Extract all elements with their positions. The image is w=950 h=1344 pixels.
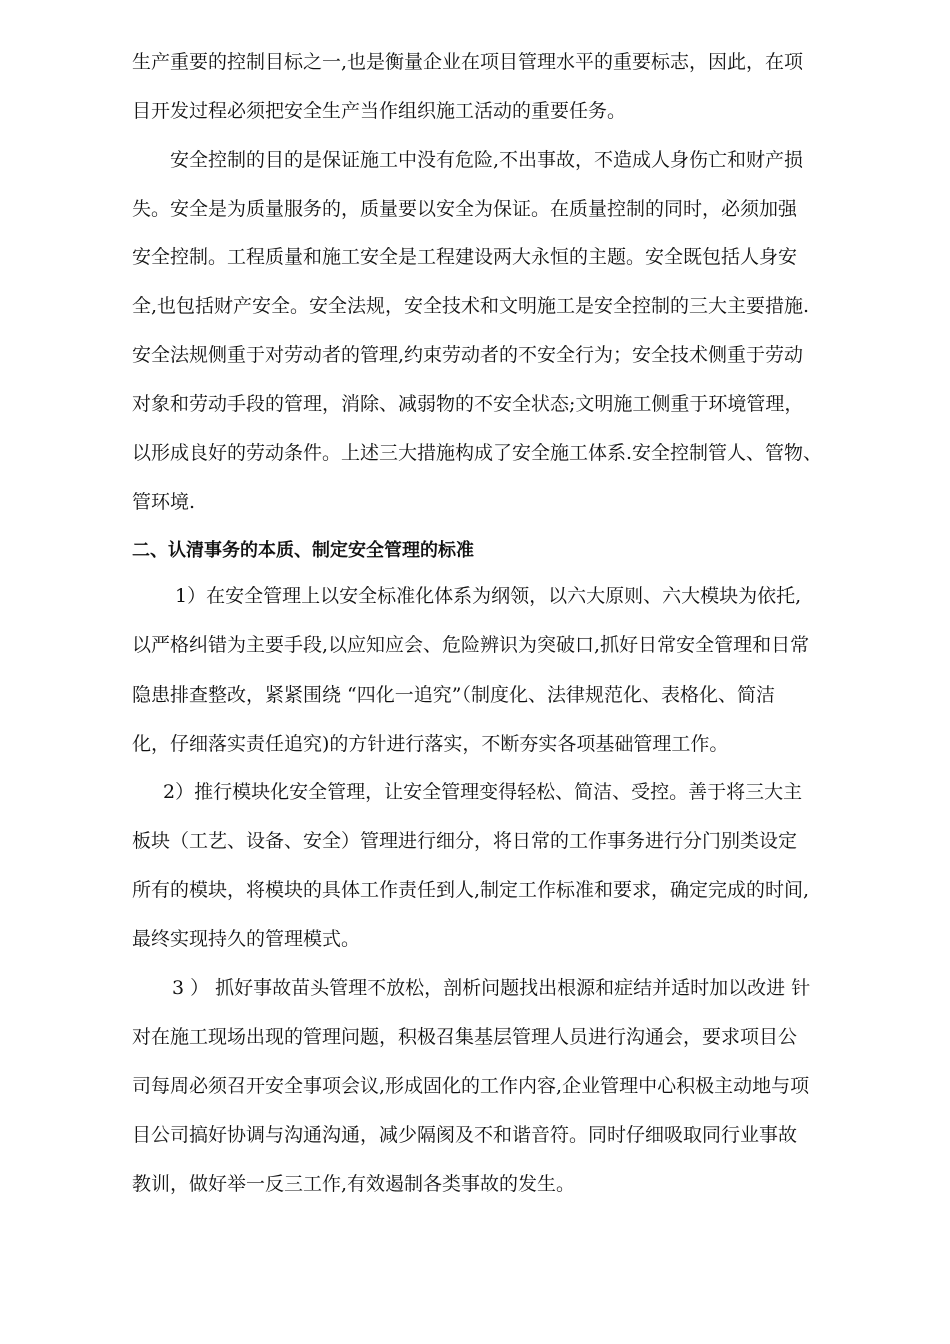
text-line: 对在施工现场出现的管理问题，积极召集基层管理人员进行沟通会，要求项目公: [132, 1026, 798, 1048]
text-line: 3 ） 抓好事故苗头管理不放松，剖析问题找出根源和症结并适时加以改进 针: [172, 977, 811, 999]
text-line: 2）推行模块化安全管理，让安全管理变得轻松、简洁、受控。善于将三大主: [163, 781, 803, 803]
text-line: 板块（工艺、设备、安全）管理进行细分，将日常的工作事务进行分门别类设定: [132, 830, 798, 852]
text-line: 对象和劳动手段的管理，消除、减弱物的不安全状态;文明施工侧重于环境管理，: [132, 393, 804, 415]
text-line: 目公司搞好协调与沟通沟通，减少隔阂及不和谐音符。同时仔细吸取同行业事故: [132, 1124, 798, 1146]
section-heading: 二、认清事务的本质、制定安全管理的标准: [132, 540, 474, 561]
text-line: 以严格纠错为主要手段,以应知应会、危险辨识为突破口,抓好日常安全管理和日常: [132, 634, 810, 656]
text-line: 司每周必须召开安全事项会议,形成固化的工作内容,企业管理中心积极主动地与项: [132, 1075, 810, 1097]
text-line: 全,也包括财产安全。安全法规，安全技术和文明施工是安全控制的三大主要措施.: [132, 295, 810, 317]
text-line: 化，仔细落实责任追究)的方针进行落实，不断夯实各项基础管理工作。: [132, 733, 729, 755]
text-line: 教训，做好举一反三工作,有效遏制各类事故的发生。: [132, 1173, 576, 1195]
text-line: 目开发过程必须把安全生产当作组织施工活动的重要任务。: [132, 100, 627, 122]
text-line: 安全法规侧重于对劳动者的管理,约束劳动者的不安全行为；安全技术侧重于劳动: [132, 344, 804, 366]
text-line: 安全控制。工程质量和施工安全是工程建设两大永恒的主题。安全既包括人身安: [132, 246, 798, 268]
text-line: 失。安全是为质量服务的，质量要以安全为保证。在质量控制的同时，必须加强: [132, 198, 798, 220]
text-line: 管环境.: [132, 491, 196, 513]
text-line: 生产重要的控制目标之一,也是衡量企业在项目管理水平的重要标志，因此，在项: [132, 51, 804, 73]
text-line: 最终实现持久的管理模式。: [132, 928, 361, 950]
text-line: 所有的模块，将模块的具体工作责任到人,制定工作标准和要求，确定完成的时间,: [132, 879, 810, 901]
text-line: 安全控制的目的是保证施工中没有危险,不出事故，不造成人身伤亡和财产损: [170, 149, 804, 171]
text-line: 1）在安全管理上以安全标准化体系为纲领，以六大原则、六大模块为依托,: [175, 585, 802, 607]
text-line: 隐患排查整改，紧紧围绕 “四化一追究”（制度化、法律规范化、表格化、简洁: [132, 684, 775, 706]
text-line: 以形成良好的劳动条件。上述三大措施构成了安全施工体系.安全控制管人、管物、: [132, 442, 823, 464]
